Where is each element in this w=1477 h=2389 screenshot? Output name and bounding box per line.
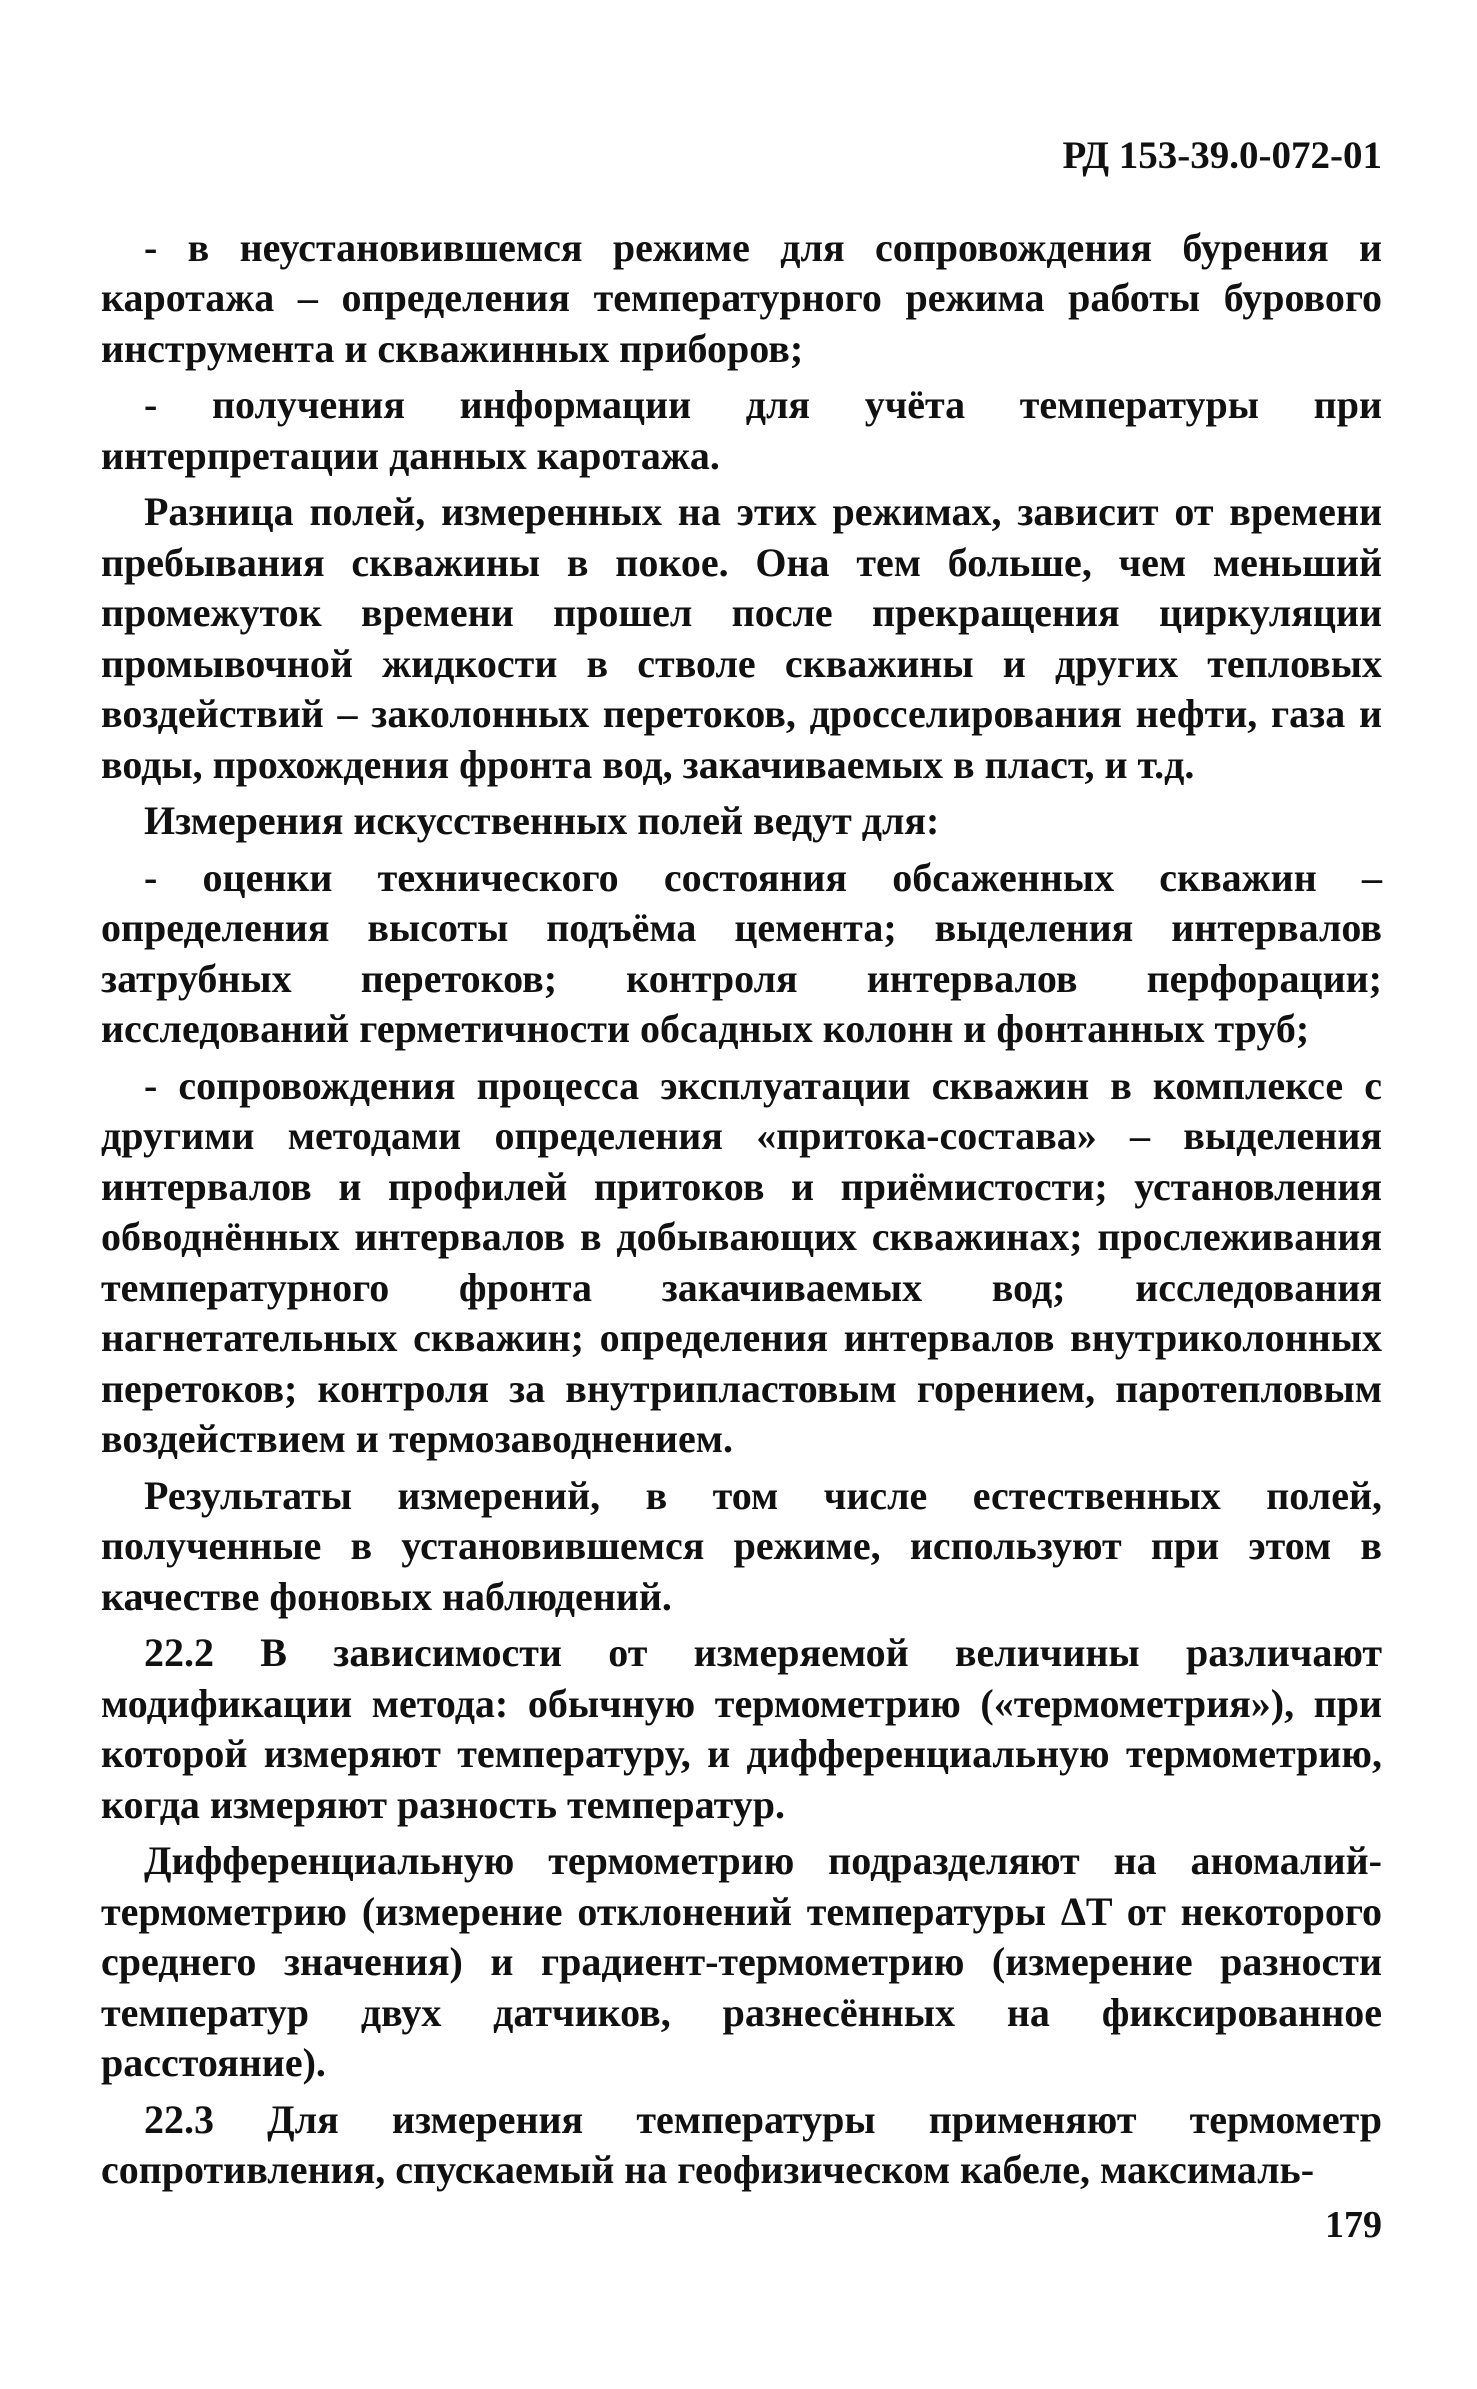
paragraph-field-difference: Разница полей, измеренных на этих режимах, зависит от времени пребывания скважины в покое. Она тем больше, чем меньший промежуток времени прошел после прекращения циркуляции промывочной жидкости в стволе скважины и других тепловых воздействий – заколонных перетоков, дросселирования нефти, газа и воды, прохождения фронта вод, закачиваемых в пласт, и т.д. bbox=[101, 489, 1382, 787]
document-code: РД 153-39.0-072-01 bbox=[1062, 134, 1382, 177]
paragraph-technical-condition: - оценки технического состояния обсаженных скважин – определения высоты подъёма цемента; выделения интервалов затрубных перетоков; контроля интервалов перфорации; исследований герметичности обсадных колонн и фонтанных труб; bbox=[101, 854, 1382, 1052]
paragraph-operation-support: - сопровождения процесса эксплуатации скважин в комплексе с другими методами определения «притока-состава» – выделения интервалов и профилей притоков и приёмистости; установления обводнённых интервалов в добывающих скважинах; прослеживания температурного фронта закачиваемых вод; исследования нагнетательных скважин; определения интервалов внутриколонных перетоков; контроля за внутрипластовым горением, паротепловым воздействием и термозаводнением. bbox=[101, 1062, 1382, 1462]
paragraph-background-observations: Результаты измерений, в том числе естественных полей, полученные в установившемся режиме, используют при этом в качестве фоновых наблюдений. bbox=[101, 1472, 1382, 1619]
page-number: 179 bbox=[1325, 2204, 1382, 2246]
paragraph-interpretation: - получения информации для учёта температуры при интерпретации данных каротажа. bbox=[101, 382, 1382, 478]
paragraph-artificial-fields-intro: Измерения искусственных полей ведут для: bbox=[144, 798, 940, 844]
paragraph-unsteady-mode: - в неустановившемся режиме для сопровождения бурения и каротажа – определения температурного режима работы бурового инструмента и скважинных приборов; bbox=[101, 224, 1382, 371]
paragraph-section-22-3: 22.3 Для измерения температуры применяют термометр сопротивления, спускаемый на геофизическом кабеле, максималь- bbox=[101, 2096, 1382, 2193]
paragraph-differential-thermometry: Дифференциальную термометрию подразделяют на аномалий-термометрию (измерение отклонений температуры ΔT от некоторого среднего значения) и градиент-термометрию (измерение разности температур двух датчиков, разнесённых на фиксированное расстояние). bbox=[101, 1838, 1382, 2086]
paragraph-section-22-2: 22.2 В зависимости от измеряемой величины различают модификации метода: обычную термометрию («термометрия»), при которой измеряют температуру, и дифференциальную термометрию, когда измеряют разность температур. bbox=[101, 1630, 1382, 1827]
body-text bbox=[101, 223, 1382, 2196]
